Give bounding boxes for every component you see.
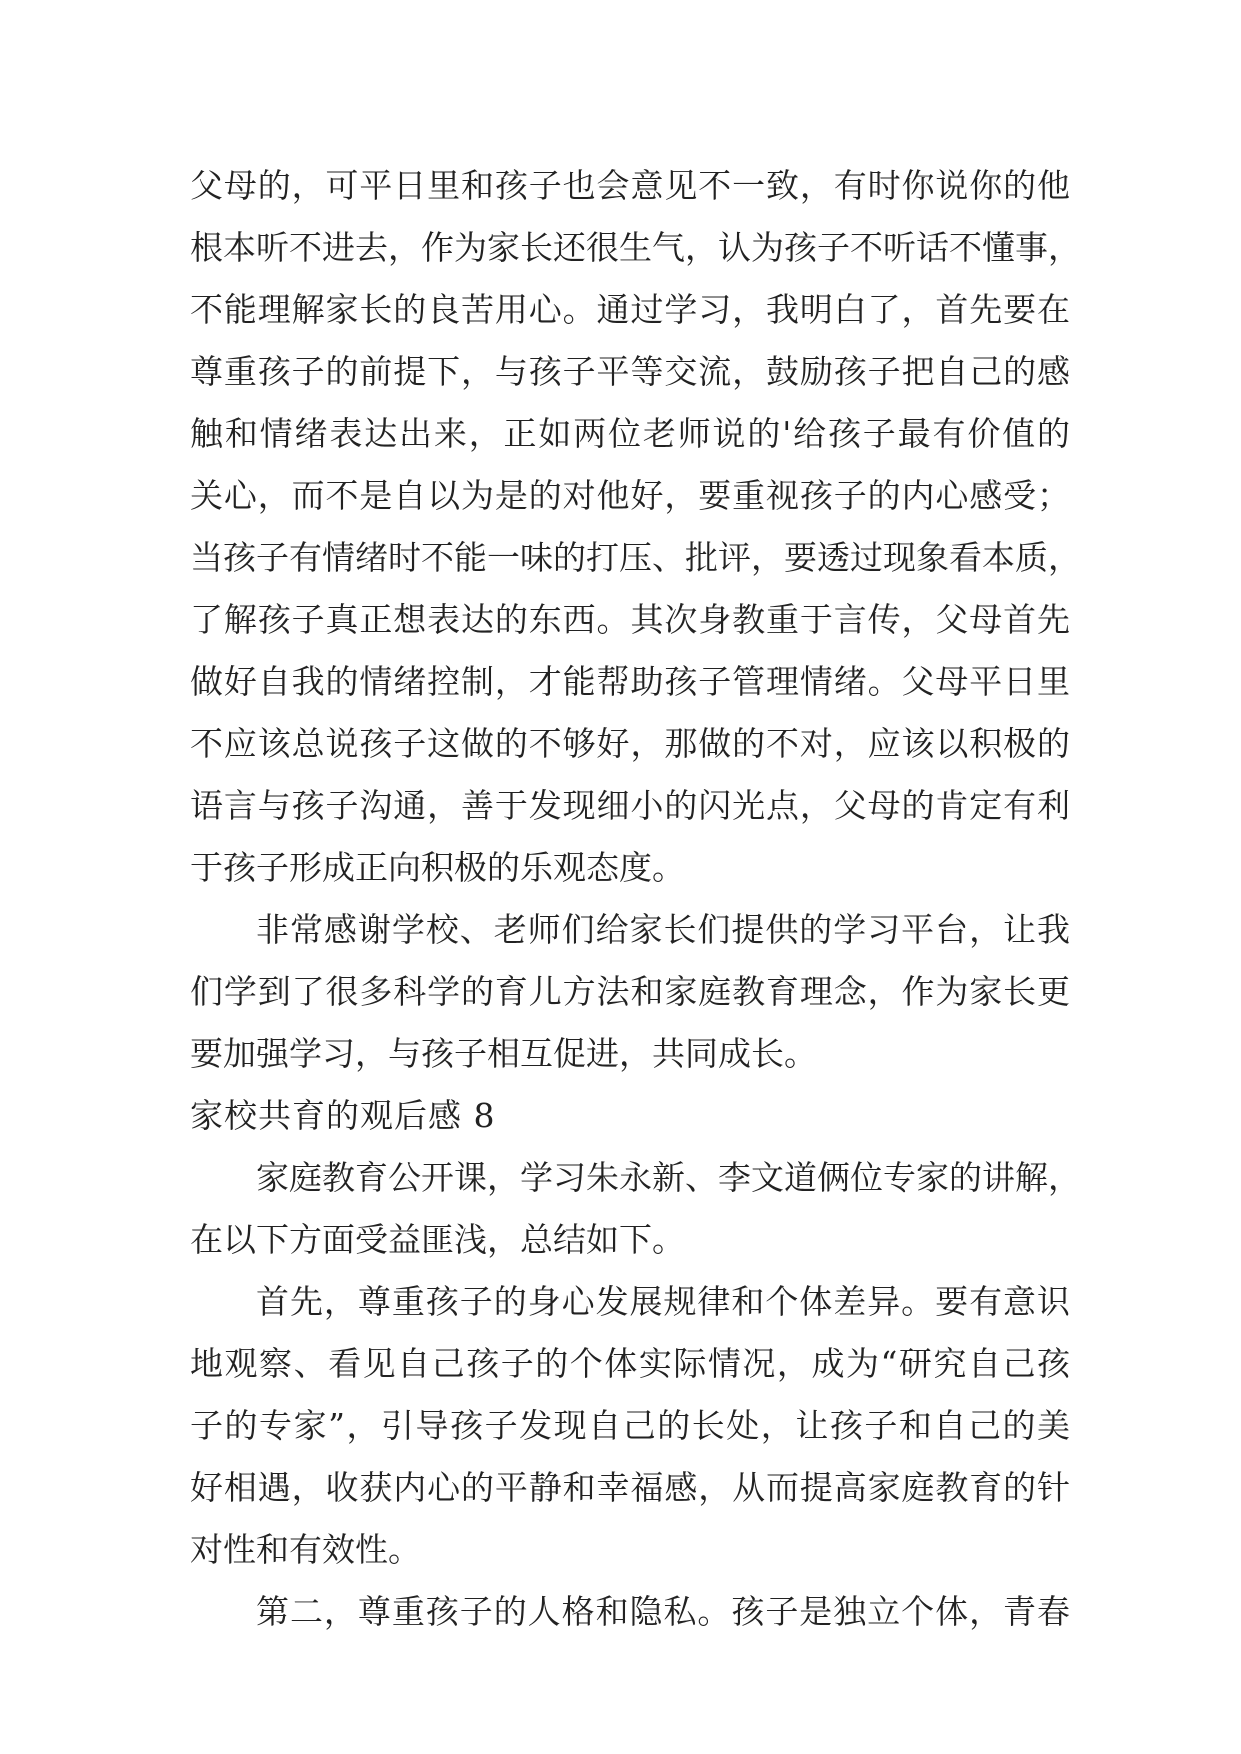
text-line: 触和情绪表达出来，正如两位老师说的'给孩子最有价值的 xyxy=(190,414,1070,453)
text-line: 子的专家”，引导孩子发现自己的长处，让孩子和自己的美 xyxy=(190,1406,1070,1445)
text-line: 语言与孩子沟通，善于发现细小的闪光点，父母的肯定有利 xyxy=(190,786,1070,825)
text-line: 家庭教育公开课，学习朱永新、李文道俩位专家的讲解， xyxy=(256,1158,1081,1197)
text-line: 不应该总说孩子这做的不够好，那做的不对，应该以积极的 xyxy=(190,724,1070,763)
text-line: 于孩子形成正向积极的乐观态度。 xyxy=(190,848,685,887)
text-line: 们学到了很多科学的育儿方法和家庭教育理念，作为家长更 xyxy=(190,972,1070,1011)
document-body xyxy=(190,155,1081,1643)
text-line: 尊重孩子的前提下，与孩子平等交流，鼓励孩子把自己的感 xyxy=(190,352,1070,391)
text-line: 关心，而不是自以为是的对他好，要重视孩子的内心感受； xyxy=(190,476,1070,515)
text-line: 对性和有效性。 xyxy=(190,1530,421,1569)
text-line: 当孩子有情绪时不能一味的打压、批评，要透过现象看本质， xyxy=(190,538,1081,577)
text-line: 第二，尊重孩子的人格和隐私。孩子是独立个体，青春 xyxy=(256,1592,1070,1631)
text-line: 要加强学习，与孩子相互促进，共同成长。 xyxy=(190,1034,817,1073)
text-line: 非常感谢学校、老师们给家长们提供的学习平台，让我 xyxy=(256,910,1070,949)
text-line: 根本听不进去，作为家长还很生气，认为孩子不听话不懂事， xyxy=(190,228,1081,267)
text-line: 首先，尊重孩子的身心发展规律和个体差异。要有意识 xyxy=(256,1282,1070,1321)
text-line: 地观察、看见自己孩子的个体实际情况，成为“研究自己孩 xyxy=(190,1344,1070,1383)
text-line: 了解孩子真正想表达的东西。其次身教重于言传，父母首先 xyxy=(190,600,1070,639)
text-line: 父母的，可平日里和孩子也会意见不一致，有时你说你的他 xyxy=(190,166,1070,205)
text-line: 不能理解家长的良苦用心。通过学习，我明白了，首先要在 xyxy=(190,290,1070,329)
text-line: 在以下方面受益匪浅，总结如下。 xyxy=(190,1220,685,1259)
text-line: 做好自我的情绪控制，才能帮助孩子管理情绪。父母平日里 xyxy=(190,662,1070,701)
section-heading: 家校共育的观后感 8 xyxy=(190,1096,496,1135)
text-line: 好相遇，收获内心的平静和幸福感，从而提高家庭教育的针 xyxy=(190,1468,1070,1507)
